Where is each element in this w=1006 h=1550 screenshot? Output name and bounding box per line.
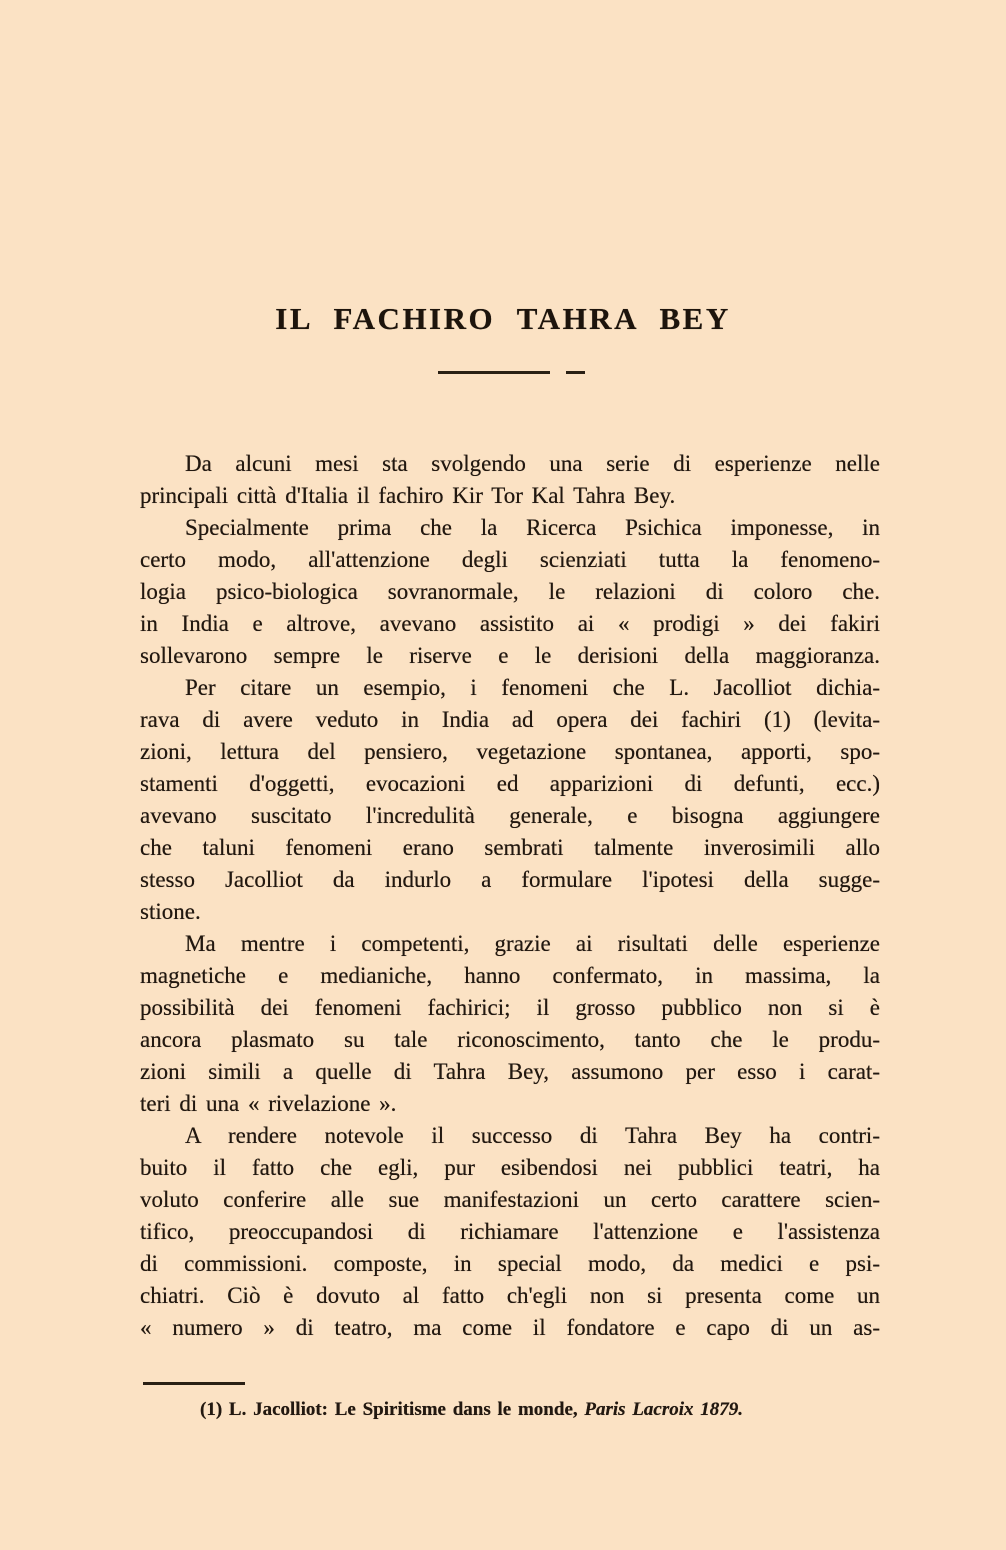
paragraph — [140, 928, 880, 1120]
text-line: stione. — [140, 899, 201, 924]
footnote-reference-italic: Paris Lacroix 1879. — [584, 1399, 744, 1420]
body-text — [140, 448, 880, 1344]
text-line: teri di una « rivelazione ». — [140, 1091, 397, 1116]
divider-line — [438, 371, 550, 374]
text-line: Per citare un esempio, i fenomeni che L. Jacolliot dichia- — [185, 675, 880, 700]
text-line: zioni simili a quelle di Tahra Bey, assumono per esso i carat- — [140, 1059, 880, 1084]
text-line: tifico, preoccupandosi di richiamare l'attenzione e l'assistenza — [140, 1219, 880, 1244]
text-line: stamenti d'oggetti, evocazioni ed apparizioni di defunti, ecc.) — [140, 771, 880, 796]
text-line: Ma mentre i competenti, grazie ai risultati delle esperienze — [185, 931, 880, 956]
text-line: principali città d'Italia il fachiro Kir Tor Kal Tahra Bey. — [140, 483, 676, 508]
paragraph — [140, 512, 880, 672]
paragraph — [140, 448, 880, 512]
text-line: certo modo, all'attenzione degli scienziati tutta la fenomeno- — [140, 547, 880, 572]
divider-dash — [566, 371, 585, 374]
text-line: Specialmente prima che la Ricerca Psichica imponesse, in — [185, 515, 880, 540]
text-line: voluto conferire alle sue manifestazioni un certo carattere scien- — [140, 1187, 880, 1212]
text-line: di commissioni. composte, in special modo, da medici e psi- — [140, 1251, 880, 1276]
text-line: Da alcuni mesi sta svolgendo una serie di esperienze nelle — [185, 451, 880, 476]
text-line: magnetiche e medianiche, hanno confermato, in massima, la — [140, 963, 880, 988]
text-line: rava di avere veduto in India ad opera dei fachiri (1) (levita- — [140, 707, 880, 732]
text-line: buito il fatto che egli, pur esibendosi nei pubblici teatri, ha — [140, 1155, 880, 1180]
text-line: chiatri. Ciò è dovuto al fatto ch'egli non si presenta come un — [140, 1283, 880, 1308]
text-line: sollevarono sempre le riserve e le derisioni della maggioranza. — [140, 643, 880, 668]
text-line: in India e altrove, avevano assistito ai « prodigi » dei fakiri — [140, 611, 880, 636]
page-title: IL FACHIRO TAHRA BEY — [275, 301, 731, 336]
footnote-reference: (1) L. Jacolliot: Le Spiritisme dans le monde, — [200, 1399, 585, 1420]
paragraph — [140, 672, 880, 928]
paragraph — [140, 1120, 880, 1344]
text-line: « numero » di teatro, ma come il fondatore e capo di un as- — [140, 1315, 880, 1340]
title-divider — [8, 371, 1006, 374]
footnote — [140, 1397, 880, 1423]
footnote-rule — [143, 1382, 245, 1385]
text-line: zioni, lettura del pensiero, vegetazione spontanea, apporti, spo- — [140, 739, 880, 764]
text-line: ancora plasmato su tale riconoscimento, tanto che le produ- — [140, 1027, 880, 1052]
text-line: avevano suscitato l'incredulità generale, e bisogna aggiungere — [140, 803, 880, 828]
text-line: che taluni fenomeni erano sembrati talmente inverosimili allo — [140, 835, 880, 860]
text-line: stesso Jacolliot da indurlo a formulare l'ipotesi della sugge- — [140, 867, 880, 892]
text-line: possibilità dei fenomeni fachirici; il grosso pubblico non si è — [140, 995, 880, 1020]
text-line: logia psico-biologica sovranormale, le relazioni di coloro che. — [140, 579, 880, 604]
text-line: A rendere notevole il successo di Tahra Bey ha contri- — [185, 1123, 880, 1148]
